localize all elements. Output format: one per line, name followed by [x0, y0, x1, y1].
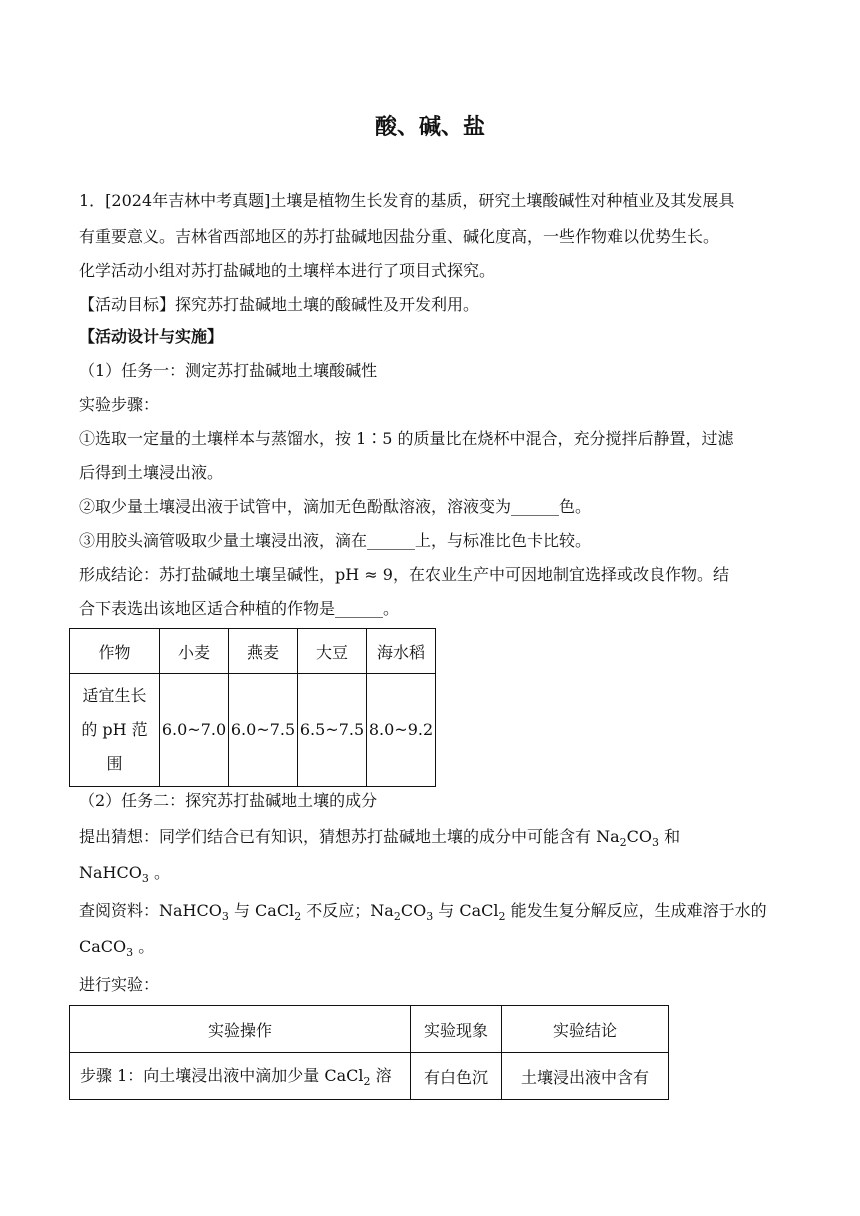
- question-1-line-1: 1．[2024年吉林中考真题]土壤是植物生长发育的基质，研究土壤酸碱性对种植业及其发展具: [79, 191, 735, 210]
- ph-label-line: 围: [106, 754, 123, 773]
- ph-range-label-cell: [70, 674, 160, 787]
- ph-label-line: 适宜生长: [82, 686, 147, 705]
- hypothesis-text: 提出猜想：同学们结合已有知识，猜想苏打盐碱地土壤的成分中可能含有 Na: [79, 827, 620, 846]
- formula-part: NaHCO: [79, 863, 142, 882]
- exp-conclusion-cell: 土壤浸出液中含有: [502, 1053, 669, 1100]
- formula-part: 。: [148, 863, 170, 882]
- subscript: 3: [126, 946, 134, 960]
- activity-design-heading: 【活动设计与实施】: [79, 327, 224, 346]
- experiment-table: [69, 1005, 669, 1100]
- ph-value-cell: 6.0~7.5: [229, 674, 298, 787]
- step-2: ②取少量土壤浸出液于试管中，滴加无色酚酞溶液，溶液变为______色。: [79, 497, 592, 516]
- formula-part: CO: [626, 827, 652, 846]
- crop-ph-table: [69, 628, 436, 787]
- crop-header-cell: 大豆: [298, 629, 367, 674]
- experiment-label: 进行实验：: [79, 975, 160, 994]
- subscript: 2: [363, 1075, 371, 1089]
- subscript: 2: [619, 836, 627, 850]
- steps-label: 实验步骤：: [79, 395, 160, 414]
- task-1-title: （1）任务一：测定苏打盐碱地土壤酸碱性: [79, 361, 378, 380]
- exp-header-cell: 实验结论: [502, 1006, 669, 1053]
- reference-line-a: [79, 900, 799, 928]
- crop-header-cell: 海水稻: [367, 629, 436, 674]
- crop-header-cell: 燕麦: [229, 629, 298, 674]
- crop-header-cell: 小麦: [160, 629, 229, 674]
- activity-goal: 【活动目标】探究苏打盐碱地土壤的酸碱性及开发利用。: [79, 295, 480, 314]
- subscript: 2: [294, 910, 302, 924]
- subscript: 2: [393, 910, 401, 924]
- subscript: 3: [426, 910, 434, 924]
- hypothesis-line-a: [79, 826, 799, 854]
- operation-text: 溶: [370, 1066, 392, 1086]
- subscript: 2: [498, 910, 506, 924]
- question-1-line-2: 有重要意义。吉林省西部地区的苏打盐碱地因盐分重、碱化度高，一些作物难以优势生长。: [79, 227, 720, 246]
- ph-value-cell: 6.5~7.5: [298, 674, 367, 787]
- exp-operation-cell: [70, 1053, 411, 1100]
- reference-text: 与 CaCl: [228, 901, 295, 920]
- reference-text: 不反应；Na: [301, 901, 394, 920]
- ph-value-cell: 6.0~7.0: [160, 674, 229, 787]
- exp-phenomenon-cell: 有白色沉: [411, 1053, 502, 1100]
- task-2-title: （2）任务二：探究苏打盐碱地土壤的成分: [79, 791, 378, 810]
- conclusion-line-b: 合下表选出该地区适合种植的作物是______。: [79, 599, 400, 618]
- subscript: 3: [652, 836, 659, 850]
- reference-text: 能发生复分解反应，生成难溶于水的: [505, 901, 767, 920]
- conclusion-line-a: 形成结论：苏打盐碱地土壤呈碱性，pH ≈ 9，在农业生产中可因地制宜选择或改良作物。结: [79, 565, 729, 584]
- crop-header-cell: 作物: [70, 629, 160, 674]
- exp-header-cell: 实验现象: [411, 1006, 502, 1053]
- subscript: 3: [141, 872, 149, 886]
- reference-text: 查阅资料：NaHCO: [79, 901, 222, 920]
- reference-text: CO: [400, 901, 427, 920]
- formula-part: 和: [659, 827, 681, 846]
- step-1-line-a: ①选取一定量的土壤样本与蒸馏水，按 1∶5 的质量比在烧杯中混合，充分搅拌后静置，过滤: [79, 429, 734, 448]
- ph-label-line: 的 pH 范: [81, 720, 148, 739]
- hypothesis-line-b: [79, 862, 799, 890]
- step-3: ③用胶头滴管吸取少量土壤浸出液，滴在______上，与标准比色卡比较。: [79, 531, 592, 550]
- formula-part: CaCO: [79, 937, 127, 956]
- subscript: 3: [221, 910, 229, 924]
- question-1-line-3: 化学活动小组对苏打盐碱地的土壤样本进行了项目式探究。: [79, 261, 496, 280]
- reference-text: 与 CaCl: [433, 901, 499, 920]
- step-1-line-b: 后得到土壤浸出液。: [79, 463, 224, 482]
- exp-header-cell: 实验操作: [70, 1006, 411, 1053]
- reference-line-b: [79, 936, 799, 964]
- page-title: 酸、碱、盐: [374, 115, 485, 140]
- ph-value-cell: 8.0~9.2: [367, 674, 436, 787]
- formula-part: 。: [133, 937, 155, 956]
- operation-text: 步骤 1：向土壤浸出液中滴加少量 CaCl: [80, 1066, 364, 1086]
